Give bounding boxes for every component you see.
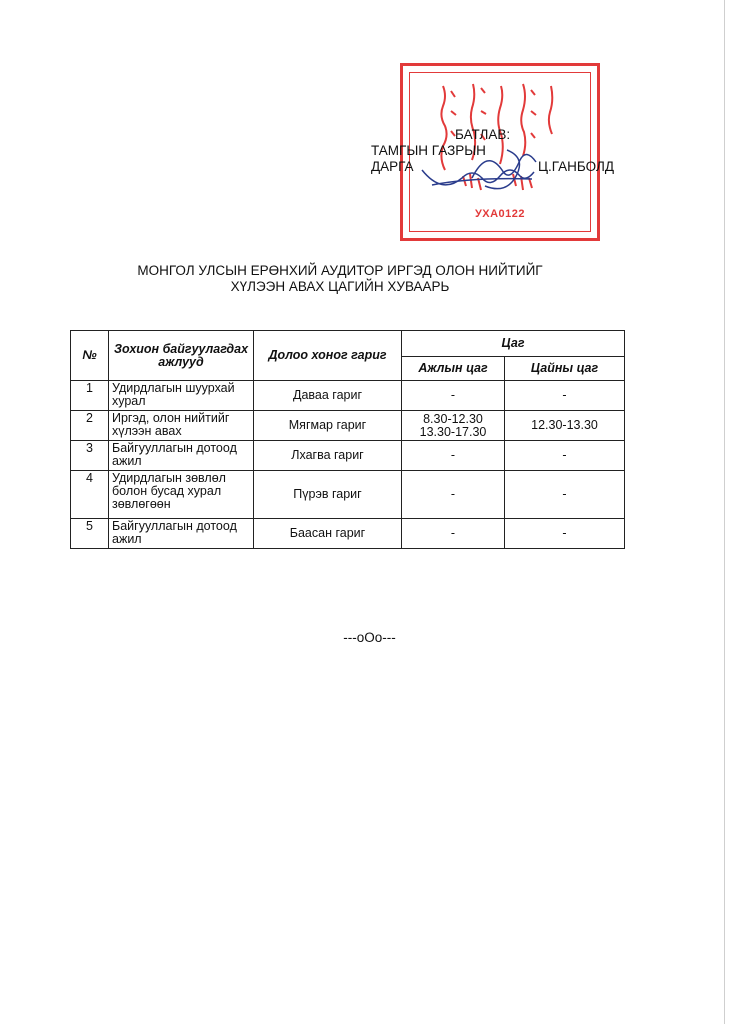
row-work: - (402, 441, 505, 471)
row-day: Мягмар гариг (254, 411, 402, 441)
table-row (71, 471, 625, 519)
table-row (71, 519, 625, 549)
row-lunch: - (505, 471, 625, 519)
page-title-line2: ХҮЛЭЭН АВАХ ЦАГИЙН ХУВААРЬ (230, 279, 450, 294)
row-day: Пүрэв гариг (254, 471, 402, 519)
table-row (71, 381, 625, 411)
row-work-line2: 13.30-17.30 (419, 424, 487, 439)
row-org: Байгууллагын дотоод ажил (109, 519, 254, 549)
row-work (402, 411, 505, 441)
approval-signer: Ц.ГАНБОЛД (538, 159, 614, 174)
table-row (71, 441, 625, 471)
scan-edge-line (724, 0, 725, 1024)
row-lunch: - (505, 519, 625, 549)
document-end-mark: ---oOo--- (343, 630, 396, 645)
header-org: Зохион байгуулагдах ажлууд (109, 331, 254, 381)
row-work: - (402, 519, 505, 549)
row-num: 3 (71, 441, 109, 471)
approval-position-line2: ДАРГА (371, 159, 414, 174)
approval-label: БАТЛАВ: (455, 127, 511, 142)
row-num: 2 (71, 411, 109, 441)
row-work: - (402, 471, 505, 519)
header-time: Цаг (402, 331, 625, 357)
row-num: 1 (71, 381, 109, 411)
row-lunch: 12.30-13.30 (505, 411, 625, 441)
row-day: Лхагва гариг (254, 441, 402, 471)
row-org: Удирдлагын шуурхай хурал (109, 381, 254, 411)
header-num: № (71, 331, 109, 381)
page-title-line1: МОНГОЛ УЛСЫН ЕРӨНХИЙ АУДИТОР ИРГЭД ОЛОН НИЙТИЙГ (137, 263, 543, 278)
row-day: Даваа гариг (254, 381, 402, 411)
row-org: Байгууллагын дотоод ажил (109, 441, 254, 471)
stamp-code: УХА0122 (474, 208, 526, 220)
row-work-line1: 8.30-12.30 (423, 411, 483, 426)
header-day: Долоо хоног гариг (254, 331, 402, 381)
row-num: 4 (71, 471, 109, 519)
table-row (71, 411, 625, 441)
row-num: 5 (71, 519, 109, 549)
header-lunch-hours: Цайны цаг (505, 357, 625, 381)
row-org: Иргэд, олон нийтийг хүлээн авах (109, 411, 254, 441)
handwritten-signature (412, 140, 552, 210)
approval-position-line1: ТАМГЫН ГАЗРЫН (371, 143, 486, 158)
reception-schedule-table (70, 330, 625, 549)
header-work-hours: Ажлын цаг (402, 357, 505, 381)
row-lunch: - (505, 381, 625, 411)
row-lunch: - (505, 441, 625, 471)
row-day: Баасан гариг (254, 519, 402, 549)
row-work: - (402, 381, 505, 411)
row-org: Удирдлагын зөвлөл болон бусад хурал зөвлөгөөн (109, 471, 254, 519)
